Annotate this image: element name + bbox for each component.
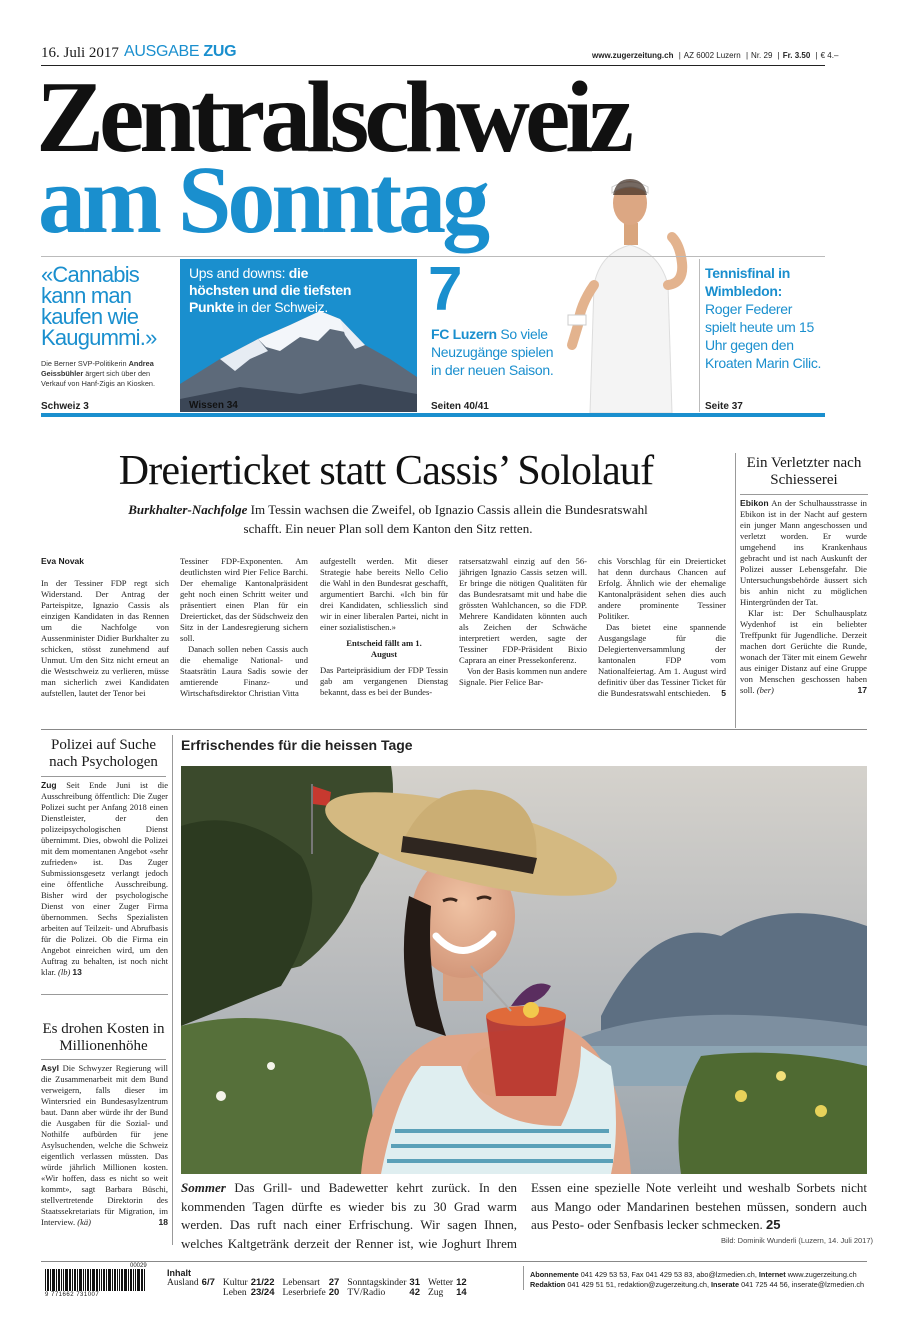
tennis-title: Tennisfinal in Wimbledon: [705, 265, 790, 299]
side-top-page-ref[interactable]: 17 [857, 685, 867, 695]
lead-col-1: In der Tessiner FDP regt sich Widerstand. Der Antrag der Parteispitze, Ignazio Cassis als einzigen Kandidaten in das Rennen um die Nachfolge von Aussenminister Didier Burkhalter zu schicken, stösst zunehmend auf Unmut. Um den Sitz nicht erneut an die Westschweiz zu verlieren, müsse man sicherlich zwei Kandidaten aufstellen, lautet der Tenor bei [41, 578, 169, 698]
teaser-blue-rule [41, 413, 825, 417]
side-top-body: Ebikon An der Schulhausstrasse in Ebikon ist in der Nacht auf gestern ein junger Mann angeschossen und verletzt worden. Er wurde umgehend ins Krankenhaus gebracht und ist nach Auskunft der Polizei ausser Lebensgefahr. Die Untersuchungsbehörde äussert sich bis anhin nicht zu möglichen Hintergründen der Tat. Klar ist: Der Schulhausplatz Wydenhof ist ein beliebter Treffpunkt für Jugendliche. Derzeit machen dort Gerüchte die Runde, wonach der Täter mit einem Gewehr aus einiger Distanz auf eine Gruppe von Menschen geschossen haben soll. (ber) 17 [740, 498, 867, 695]
asyl-body: Asyl Die Schwyzer Regierung will die Zusammenarbeit mit dem Bund verweigern, falls dieser im Wintersried ein Bundesasylzentrum baut. Dann aber würde ihr der Bund die Ausgaben für die Sozial- und Nothilfe aufbürden für jene Asylsuchenden, welche die Schweiz eigentlich verlassen müssten. Das würde jährlich Millionen kosten. «Wir hoffen, dass es nicht so weit kommt», sagt Barbara Büschi, stellvertretende Direktorin des Staatssekretariats für Migration, im Interview. (kä) 18 [41, 1063, 168, 1227]
index-row: Ausland 6/7 Kultur 21/22 Lebensart 27 Sonntagskinder 31 Wetter 12 [167, 1277, 467, 1288]
asyl-page-ref[interactable]: 18 [158, 1217, 168, 1227]
index-row: Leben 23/24 Leserbriefe 20 TV/Radio 42 Zug 14 [222, 1287, 467, 1298]
contact-redaktion: Redaktion 041 429 51 51, redaktion@zugerzeitung.ch, Inserate 041 725 44 56, inserate@lzmedien.ch [530, 1280, 865, 1289]
price-eur: € 4.– [820, 51, 839, 60]
cannabis-quote: «Cannabis kann man kaufen wie Kaugummi.» [41, 262, 157, 350]
contact-abo: Abonnemente 041 429 53 53, Fax 041 429 53 83, abo@lzmedien.ch, Internet www.zugerzeitung.ch [530, 1270, 857, 1279]
lead-col-5: chis Vorschlag für ein Dreierticket hat denn durchaus Chancen auf Erfolg. Ähnlich wie der ehemalige Kantonalpräsident sehen dies auch andere prominente Tessiner Politiker. Das bietet eine spannende Ausgangslage für die Delegiertenversammlung der kantonalen FDP vom Nationalfeiertag. Am 1. August wird definitiv über das Tessiner Ticket für die Bundesratswahl entschieden. 5 [598, 556, 726, 698]
fcl-ref[interactable]: Seiten 40/41 [431, 401, 489, 412]
wissen-text: Ups and downs: die höchsten und die tiefsten Punkte in der Schweiz. [189, 265, 352, 315]
index-table [167, 1278, 475, 1298]
edition-name: ZUG [203, 43, 237, 60]
index-box [167, 1268, 467, 1298]
police-headline: Polizei auf Suche nach Psychologen [49, 737, 158, 770]
lead-col-2: Tessiner FDP-Exponenten. Am deutlichsten wird Pier Felice Barchi. Der ehemalige Kantonalpräsident geht noch einen Schritt weiter und präsentiert einen Plan für ein Dreierticket, das der Südschweiz den Sitz in der Landesregierung sichern soll. Danach sollen neben Cassis auch die ehemalige National- und Staatsrätin Laura Sadis sowie der amtierende Finanz- und Wirtschaftsdirektor Christian Vitta [180, 556, 308, 698]
asyl-rule [41, 1059, 166, 1060]
asyl-headline: Es drohen Kosten in Millionenhöhe [42, 1021, 165, 1054]
side-divider-top [735, 453, 736, 728]
photo-story-page-ref[interactable]: 25 [766, 1217, 781, 1232]
index-title: Inhalt [167, 1268, 191, 1278]
police-body: Zug Seit Ende Juni ist die Ausschreibung öffentlich: Die Zuger Polizei sucht per Anfang 2018 einen Dienstleister, der den polizeipsychologischen Dienst übernimmt. Dies, obwohl die Polizei mit dem momentanen Angebot «sehr zufrieden» ist. Das Zuger Submissionsgesetz verlangt jedoch eine öffentliche Ausschreibung. Bisher wird der psychologische Dienst von einer Zuger Firma übernommen. Sechs Spezialisten arbeiten auf Teilzeit- und Abrufbasis für die Polizei. Ob die Firma ein Angebot einreichen wird, um den Auftrag zu behalten, ist noch nicht klar. (lb) 13 [41, 780, 169, 977]
wissen-ref: Wissen 34 [189, 400, 238, 411]
footer-rule [41, 1261, 867, 1262]
price-chf: Fr. 3.50 [782, 51, 811, 60]
lead-page-ref[interactable]: 5 [721, 688, 726, 698]
masthead-line1: Zentralschweiz [36, 61, 629, 174]
fcl-text: FC Luzern So viele Neuzugänge spielen in der neuen Saison. [431, 326, 554, 378]
side-top-rule [740, 494, 868, 495]
cannabis-ref[interactable]: Schweiz 3 [41, 401, 89, 412]
issue-date: 16. Juli 2017 [41, 45, 119, 61]
internet-link[interactable]: www.zugerzeitung.ch [787, 1270, 857, 1279]
lead-author: Eva Novak [41, 556, 84, 566]
cannabis-caption: Die Berner SVP-Politikerin Andrea Geissbühler ärgert sich über den Verkauf von Hanf-Zigis an Kiosken. [41, 359, 155, 388]
left-col-vertical [172, 735, 173, 1245]
website-link[interactable]: www.zugerzeitung.ch [592, 51, 674, 60]
barcode-top-text: 00029 [130, 1263, 147, 1269]
issue-number: Nr. 29 [751, 51, 773, 60]
federer-photo [560, 165, 700, 413]
summer-photo [181, 766, 867, 1174]
lead-col-3: aufgestellt werden. Mit dieser Strategie habe bereits Nello Celio die Wahl in den Bundesrat geschafft, argumentiert Barchi. «Ich bin für drei Kandidaten, schliesslich sind wir in einer liberalen Partei, nicht in einer sozialistischen.» Entscheid fällt am 1. August Das Parteipräsidium der FDP Tessin gab am vergangenen Dienstag bekannt, dass es bei der Bundes- [320, 556, 448, 697]
fcl-number: 7 [428, 255, 463, 324]
barcode-bottom-text: 9 771662 731007 [45, 1292, 100, 1298]
tennis-ref[interactable]: Seite 37 [705, 401, 743, 412]
lead-col-4: ratsersatzwahl einzig auf den 56-jährigen Ignazio Cassis setzen will. Er bringe die nötigen Qualitäten für das Bundesratsamt mit und habe die grössten Wahlchancen, so die FDP. Mehrere Kandidaten könnten auch als Zeichen der Schwäche interpretiert werden, sagte der Tessiner FDP-Präsident Bixio Caprara an einer Pressekonferenz. Von der Basis kommen nun andere Signale. Pier Felice Bar- [459, 556, 587, 687]
edition-prefix: AUSGABE [124, 43, 200, 60]
left-col-divider [41, 994, 168, 995]
photo-story-headline: Erfrischendes für die heissen Tage [181, 737, 413, 753]
issue-meta: www.zugerzeitung.ch | AZ 6002 Luzern | Nr. 29 | Fr. 3.50 | € 4.– [592, 51, 839, 60]
lead-bottom-rule [41, 729, 867, 730]
tennis-divider [699, 259, 700, 412]
side-top-headline: Ein Verletzter nach Schiesserei [746, 455, 862, 488]
photo-credit: Bild: Dominik Wunderli (Luzern, 14. Juli 2017) [721, 1236, 874, 1245]
barcode [45, 1269, 155, 1291]
lead-subhead: Entscheid fällt am 1. August [346, 638, 422, 659]
tennis-text: Roger Federer spielt heute um 15 Uhr gegen den Kroaten Marin Cilic. [705, 301, 822, 371]
masthead-line2: am Sonntag [38, 146, 487, 253]
photo-story-text: Sommer Das Grill- und Badewetter kehrt zurück. In den kommenden Tagen dürfte es wieder bis zu 30 Grad warm werden. Das ruft nach einer Erfrischung. Wir sagen Ihnen, welches Kaltgetränk derzeit der Renner ist, wie Joghurt Ihrem Essen eine spezielle Note verleiht und weshalb Sorbets nicht aus Mango oder Mandarinen bestehen müssen, sondern auch aus Pesto- oder Senfbasis lecker schmecken. 25 [181, 1180, 867, 1251]
police-rule [41, 776, 166, 777]
lead-dek: Burkhalter-Nachfolge Im Tessin wachsen die Zweifel, ob Ignazio Cassis allein die Bundesratswahl schafft. Ein neuer Plan soll dem Kanton den Sitz retten. [128, 502, 648, 536]
wissen-teaser[interactable] [180, 259, 417, 412]
postal-info: AZ 6002 Luzern [683, 51, 741, 60]
lead-headline: Dreierticket statt Cassis’ Sololauf [118, 448, 654, 494]
footer-divider [523, 1266, 524, 1290]
